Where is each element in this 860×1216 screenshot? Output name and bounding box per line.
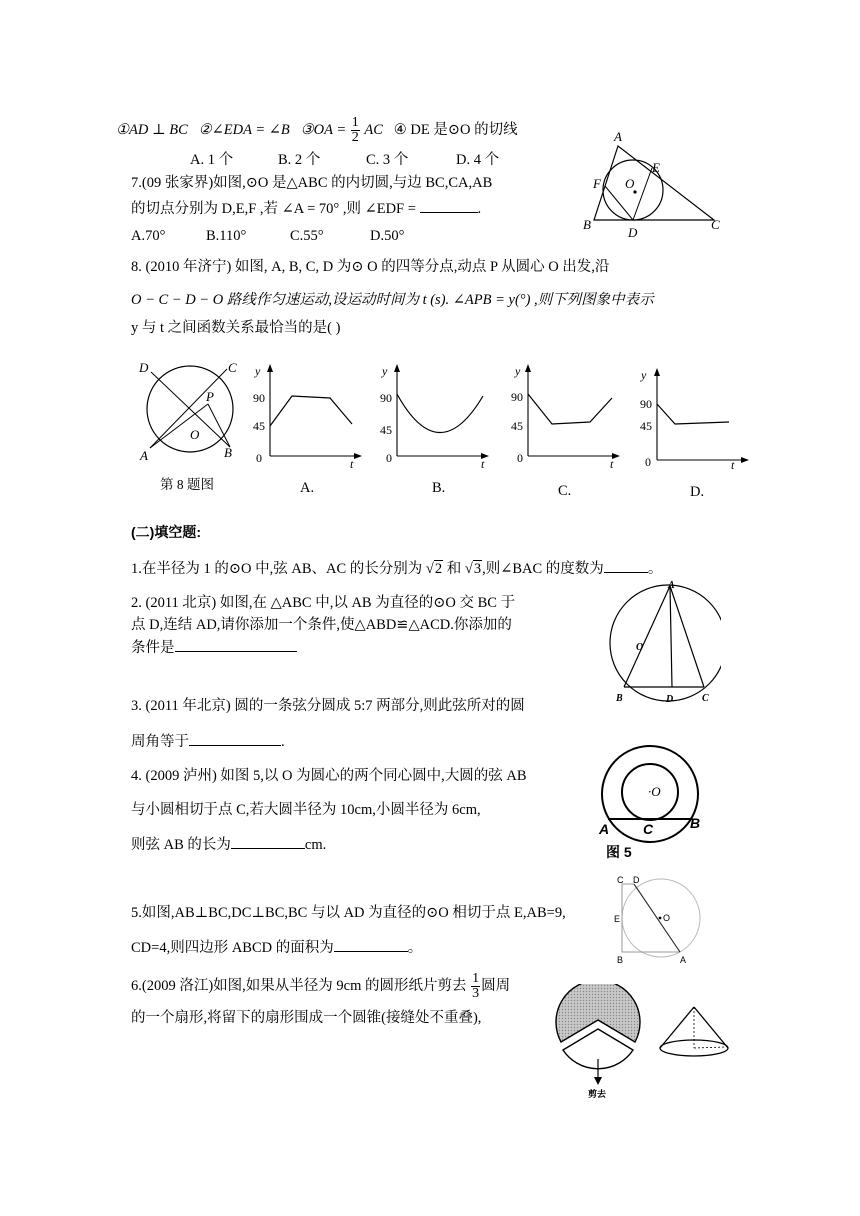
- sqrt-3: √3: [464, 561, 482, 577]
- answer-blank: [231, 834, 305, 849]
- graph-a-caption: A.: [300, 480, 315, 496]
- label-d: D: [139, 360, 149, 375]
- diameter-ab-cd: [150, 369, 227, 448]
- option-c: C. 3 个: [366, 152, 409, 168]
- graph-c-caption: C.: [558, 483, 572, 499]
- tick-90: 90: [511, 390, 523, 404]
- option-b: B.110°: [206, 228, 247, 244]
- center-dot: [659, 917, 662, 920]
- q6-statements: [116, 116, 518, 145]
- cut-label: 剪去: [588, 1089, 607, 1099]
- y-axis-arrow: [525, 364, 531, 372]
- y-label: y: [641, 368, 647, 382]
- diameter-ab: [624, 586, 670, 687]
- fraction-third: $\frac{1}{3}$: [472, 971, 480, 1001]
- f4-concentric-circles-figure: [592, 744, 710, 862]
- q8-circle-figure: [134, 357, 249, 462]
- option-a: A.70°: [131, 228, 166, 244]
- triangle-abc: [594, 146, 714, 220]
- option-c: C.55°: [290, 228, 324, 244]
- label-c: C: [702, 693, 709, 704]
- label-f: F: [593, 176, 601, 191]
- label-e: E: [652, 160, 660, 175]
- label-o: O: [636, 642, 644, 653]
- graph-b: [377, 358, 492, 470]
- answer-blank: [334, 937, 408, 952]
- answer-blank: [189, 731, 281, 746]
- fill-q5-line1: 5.如图,AB⊥BC,DC⊥BC,BC 与以 AD 为直径的⊙O 相切于点 E,AB=9,: [131, 905, 566, 921]
- origin-label: 0: [517, 451, 523, 465]
- statement-4: ④ DE 是⊙O 的切线: [393, 121, 518, 138]
- tick-45: 45: [511, 419, 523, 433]
- fill-q2-line2: 点 D,连结 AD,请你添加一个条件,使△ABD≌△ACD.你添加的: [131, 617, 512, 633]
- t-label: t: [610, 457, 614, 470]
- origin-label: 0: [386, 451, 392, 465]
- segment-ad: [670, 586, 672, 687]
- fill-q4-line1: 4. (2009 泸州) 如图 5,以 O 为圆心的两个同心圆中,大圆的弦 AB: [131, 768, 527, 784]
- label-d: D: [633, 875, 640, 885]
- fill-q2-line3: 条件是: [131, 637, 297, 658]
- function-curve: [397, 394, 483, 433]
- origin-label: 0: [645, 455, 651, 469]
- option-d: D.50°: [370, 228, 405, 244]
- answer-blank: [420, 198, 478, 213]
- label-c: C: [228, 360, 237, 375]
- tick-90: 90: [640, 397, 652, 411]
- section-title: (二)填空题:: [131, 524, 201, 540]
- label-d: D: [666, 694, 674, 705]
- fill-q1: 1.在半径为 1 的⊙O 中,弦 AB、AC 的长分别为 √2 和 √3,则∠BAC 的度数为 。: [131, 558, 662, 579]
- cone-icon: [656, 1004, 732, 1060]
- option-a: A. 1 个: [190, 152, 234, 168]
- label-a: A: [680, 955, 687, 965]
- label-a: A: [614, 129, 622, 144]
- label-o: O: [190, 427, 200, 442]
- t-label: t: [481, 457, 485, 470]
- fraction-half: $\frac{1}{2}$: [351, 115, 359, 145]
- t-label: t: [350, 457, 354, 470]
- side-ac: [670, 586, 704, 687]
- sqrt-2: √2: [425, 561, 443, 577]
- label-a: A: [668, 580, 675, 591]
- q7-incircle-figure: [580, 126, 730, 241]
- cone-left-edge: [660, 1007, 694, 1048]
- tick-90: 90: [253, 391, 265, 405]
- statement-3-pre: ③OA =: [300, 121, 347, 138]
- tick-45: 45: [253, 419, 265, 433]
- figure-caption: 图 5: [606, 844, 632, 860]
- graph-d: [637, 362, 752, 474]
- f6-sector-cut-figure: [552, 984, 648, 1100]
- tick-45: 45: [380, 423, 392, 437]
- fill-q3-line2: 周角等于 .: [131, 731, 285, 752]
- segment-ed: [633, 168, 652, 220]
- label-o: O: [663, 913, 671, 923]
- fill-q3-line1: 3. (2011 年北京) 圆的一条弦分圆成 5:7 两部分,则此弦所对的圆: [131, 698, 525, 714]
- fill-q6-line2: 的一个扇形,将留下的扇形围成一个圆锥(接缝处不重叠),: [131, 1010, 482, 1026]
- y-label: y: [515, 364, 521, 378]
- function-curve: [270, 396, 352, 426]
- q8-line3: y 与 t 之间函数关系最恰当的是( ): [131, 320, 341, 336]
- y-axis-arrow: [654, 368, 660, 376]
- tick-45: 45: [640, 419, 652, 433]
- q8-line2: O − C − D − O 路线作匀速运动,设运动时间为 t (s). ∠APB = y(°) ,则下列图象中表示: [131, 292, 654, 308]
- circle-o: [610, 585, 721, 701]
- label-a: A: [599, 821, 610, 837]
- statement-3-post: AC: [364, 121, 383, 138]
- y-label: y: [255, 364, 261, 378]
- function-curve: [528, 394, 612, 424]
- label-o: O: [625, 176, 635, 191]
- statement-2: ②∠EDA = ∠B: [198, 121, 290, 138]
- diameter-ad: [634, 884, 680, 952]
- graph-a: [250, 358, 365, 470]
- segment-fd: [605, 186, 633, 220]
- f2-circle-triangle-figure: [596, 580, 721, 710]
- fill-q2-line1: 2. (2011 北京) 如图,在 △ABC 中,以 AB 为直径的⊙O 交 BC 于: [131, 595, 516, 611]
- y-axis-arrow: [394, 364, 400, 372]
- q7-line1: 7.(09 张家界)如图,⊙O 是△ABC 的内切圆,与边 BC,CA,AB: [131, 175, 493, 191]
- option-d: D. 4 个: [456, 152, 500, 168]
- label-p: P: [206, 389, 214, 404]
- function-curve: [657, 404, 729, 424]
- tick-90: 90: [380, 391, 392, 405]
- label-d: D: [628, 225, 638, 240]
- f5-trapezoid-circle-figure: [614, 874, 724, 968]
- t-axis-arrow: [354, 453, 362, 459]
- label-b: B: [616, 693, 623, 704]
- option-b: B. 2 个: [278, 152, 321, 168]
- cut-arrow-head: [594, 1077, 602, 1085]
- y-axis-arrow: [267, 364, 273, 372]
- graph-b-caption: B.: [432, 480, 446, 496]
- label-a: A: [140, 448, 148, 462]
- label-e: E: [614, 914, 621, 924]
- y-label: y: [382, 364, 388, 378]
- label-b: B: [690, 815, 701, 831]
- t-label: t: [731, 458, 735, 472]
- q8-figure-caption: 第 8 题图: [160, 477, 214, 492]
- label-b: B: [617, 955, 624, 965]
- label-c: C: [711, 217, 720, 232]
- t-axis-arrow: [741, 457, 749, 463]
- origin-label: 0: [256, 451, 262, 465]
- label-c: C: [643, 821, 654, 837]
- answer-blank: [604, 558, 648, 573]
- fill-q4-line2: 与小圆相切于点 C,若大圆半径为 10cm,小圆半径为 6cm,: [131, 802, 481, 818]
- statement-1: ①AD ⊥ BC: [116, 121, 188, 138]
- cone-radius: [694, 1047, 726, 1048]
- label-o: ·O: [648, 784, 661, 799]
- label-b: B: [224, 445, 232, 460]
- graph-d-caption: D.: [690, 484, 705, 500]
- q8-line1: 8. (2010 年济宁) 如图, A, B, C, D 为⊙ O 的四等分点,动点 P 从圆心 O 出发,沿: [131, 259, 610, 275]
- fill-q6-line1: 6.(2009 洛江)如图,如果从半径为 9cm 的圆形纸片剪去 $\frac{1}{3}$ 圆周: [131, 971, 511, 1001]
- answer-blank: [175, 637, 297, 652]
- cone-right-edge: [694, 1007, 728, 1048]
- fill-q5-line2: CD=4,则四边形 ABCD 的面积为 。: [131, 937, 422, 958]
- graph-c: [508, 358, 623, 470]
- label-b: B: [583, 217, 591, 232]
- q7-line2: 的切点分别为 D,E,F ,若 ∠A = 70° ,则 ∠EDF = .: [131, 198, 481, 219]
- label-c: C: [617, 875, 624, 885]
- fill-q4-line3: 则弦 AB 的长为 cm.: [131, 834, 326, 855]
